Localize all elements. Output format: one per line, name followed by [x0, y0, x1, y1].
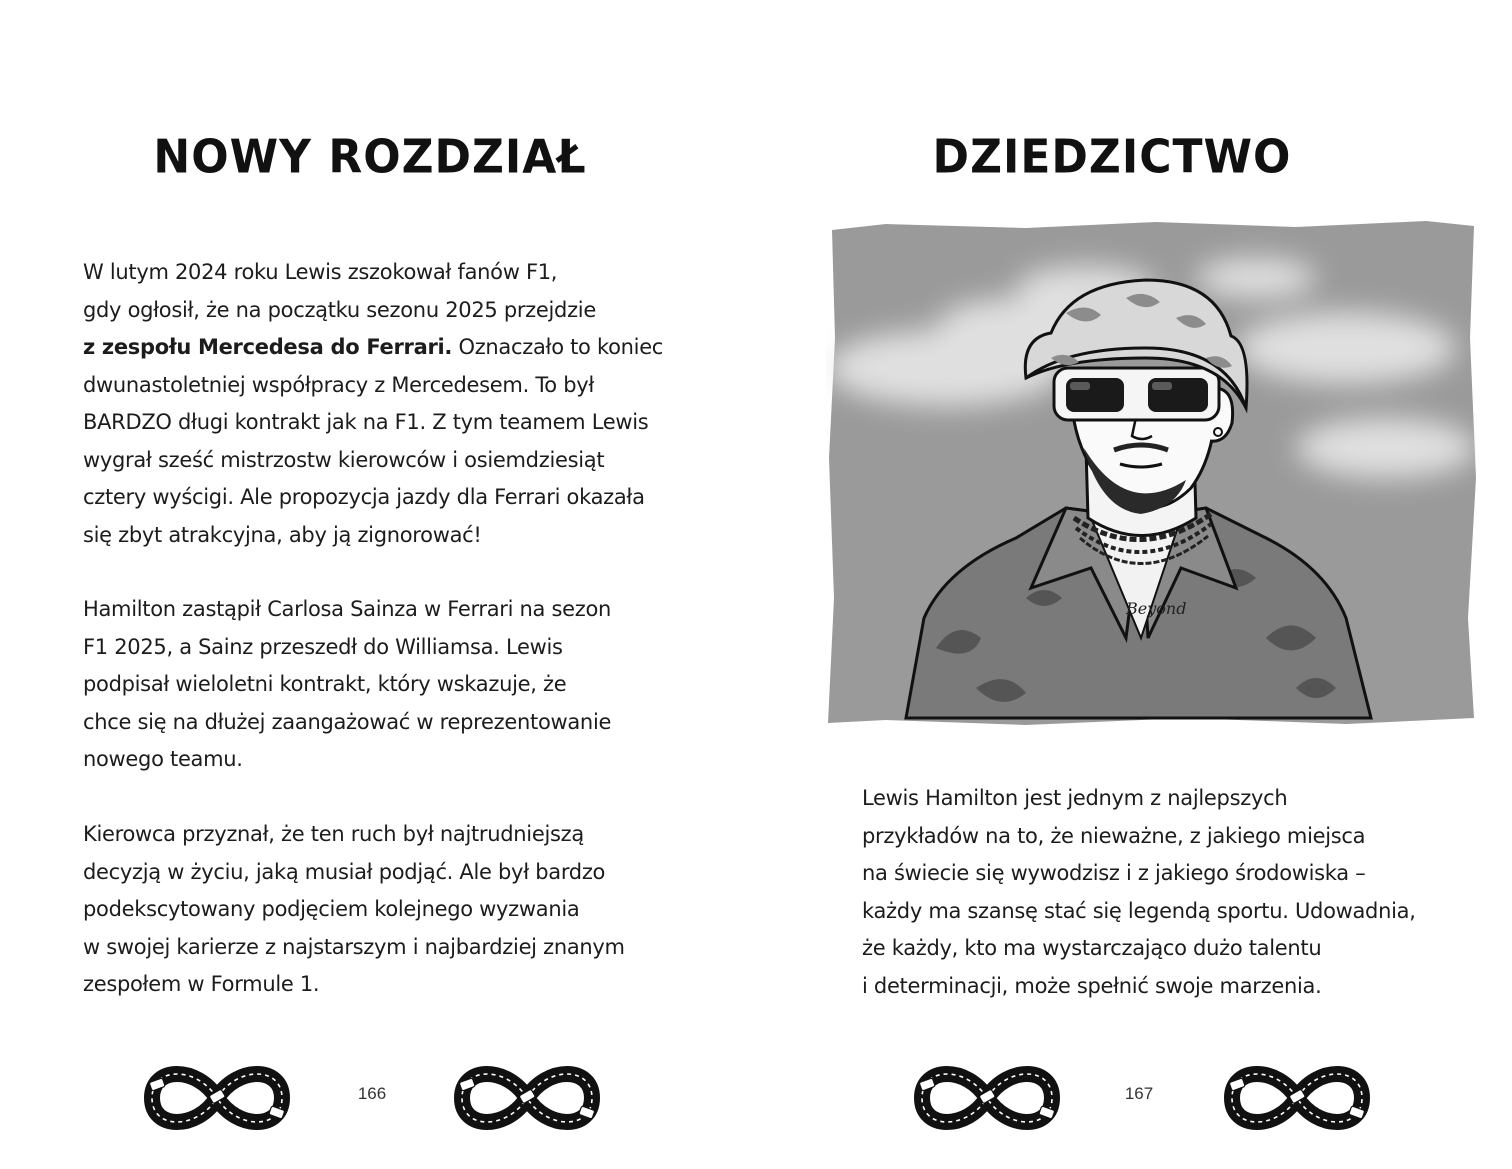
text-line: Hamilton zastąpił Carlosa Sainza w Ferrari na sezon	[83, 597, 612, 621]
text-line: na świecie się wywodzisz i z jakiego środowiska –	[862, 861, 1366, 885]
text-line: się zbyt atrakcyjna, aby ją zignorować!	[83, 522, 482, 547]
tattoo-chest-text: Beyond	[1126, 599, 1187, 618]
text-line: przykładów na to, że nieważne, z jakiego miejsca	[862, 823, 1366, 848]
text-line: zespołem w Formule 1.	[83, 972, 320, 996]
infinity-race-track-icon	[1222, 1058, 1372, 1138]
text-line: w swojej karierze z najstarszym i najbardziej znanym	[83, 934, 625, 959]
text-line: podpisał wieloletni kontrakt, który wskazuje, że	[83, 672, 567, 696]
text-line: podekscytowany podjęciem kolejnego wyzwania	[83, 897, 580, 921]
paragraph-3	[83, 816, 625, 1004]
text-line: Lewis Hamilton jest jednym z najlepszych	[862, 786, 1288, 810]
paragraph-1	[83, 254, 663, 554]
text-line	[83, 329, 663, 367]
paragraph-legacy	[862, 780, 1416, 1005]
infinity-race-track-icon	[452, 1058, 602, 1138]
infinity-race-track-icon	[142, 1058, 292, 1138]
text-line: F1 2025, a Sainz przeszedł do Williamsa. Lewis	[83, 634, 563, 659]
paragraph-2	[83, 591, 611, 779]
left-page-title: NOWY ROZDZIAŁ	[153, 130, 587, 185]
text-line: każdy ma szansę stać się legendą sportu. Udowadnia,	[862, 898, 1416, 923]
text-line: W lutym 2024 roku Lewis zszokował fanów F1,	[83, 260, 558, 284]
bold-phrase: z zespołu Mercedesa do Ferrari.	[83, 335, 453, 359]
text-line: i determinacji, może spełnić swoje marzenia.	[862, 973, 1322, 998]
page-number: 167	[1124, 1084, 1154, 1103]
text-line: decyzją w życiu, jaką musiał podjąć. Ale był bardzo	[83, 859, 606, 884]
right-page-title: DZIEDZICTWO	[932, 130, 1292, 185]
text-line: BARDZO długi kontrakt jak na F1. Z tym teamem Lewis	[83, 410, 649, 434]
page-number: 166	[357, 1084, 387, 1103]
text-line: wygrał sześć mistrzostw kierowców i osiemdziesiąt	[83, 447, 605, 472]
text-line: nowego teamu.	[83, 747, 243, 771]
text-line: cztery wyścigi. Ale propozycja jazdy dla Ferrari okazała	[83, 485, 645, 509]
text-line: chce się na dłużej zaangażować w reprezentowanie	[83, 709, 612, 734]
text-line: dwunastoletniej współpracy z Mercedesem. To był	[83, 372, 595, 397]
sunglasses	[1054, 368, 1219, 420]
portrait-illustration	[826, 218, 1476, 726]
text-fragment: Oznaczało to koniec	[452, 335, 664, 359]
text-line: że każdy, kto ma wystarczająco dużo talentu	[862, 936, 1322, 960]
text-line: gdy ogłosił, że na początku sezonu 2025 przejdzie	[83, 297, 596, 322]
text-line: Kierowca przyznał, że ten ruch był najtrudniejszą	[83, 822, 584, 846]
infinity-race-track-icon	[912, 1058, 1062, 1138]
